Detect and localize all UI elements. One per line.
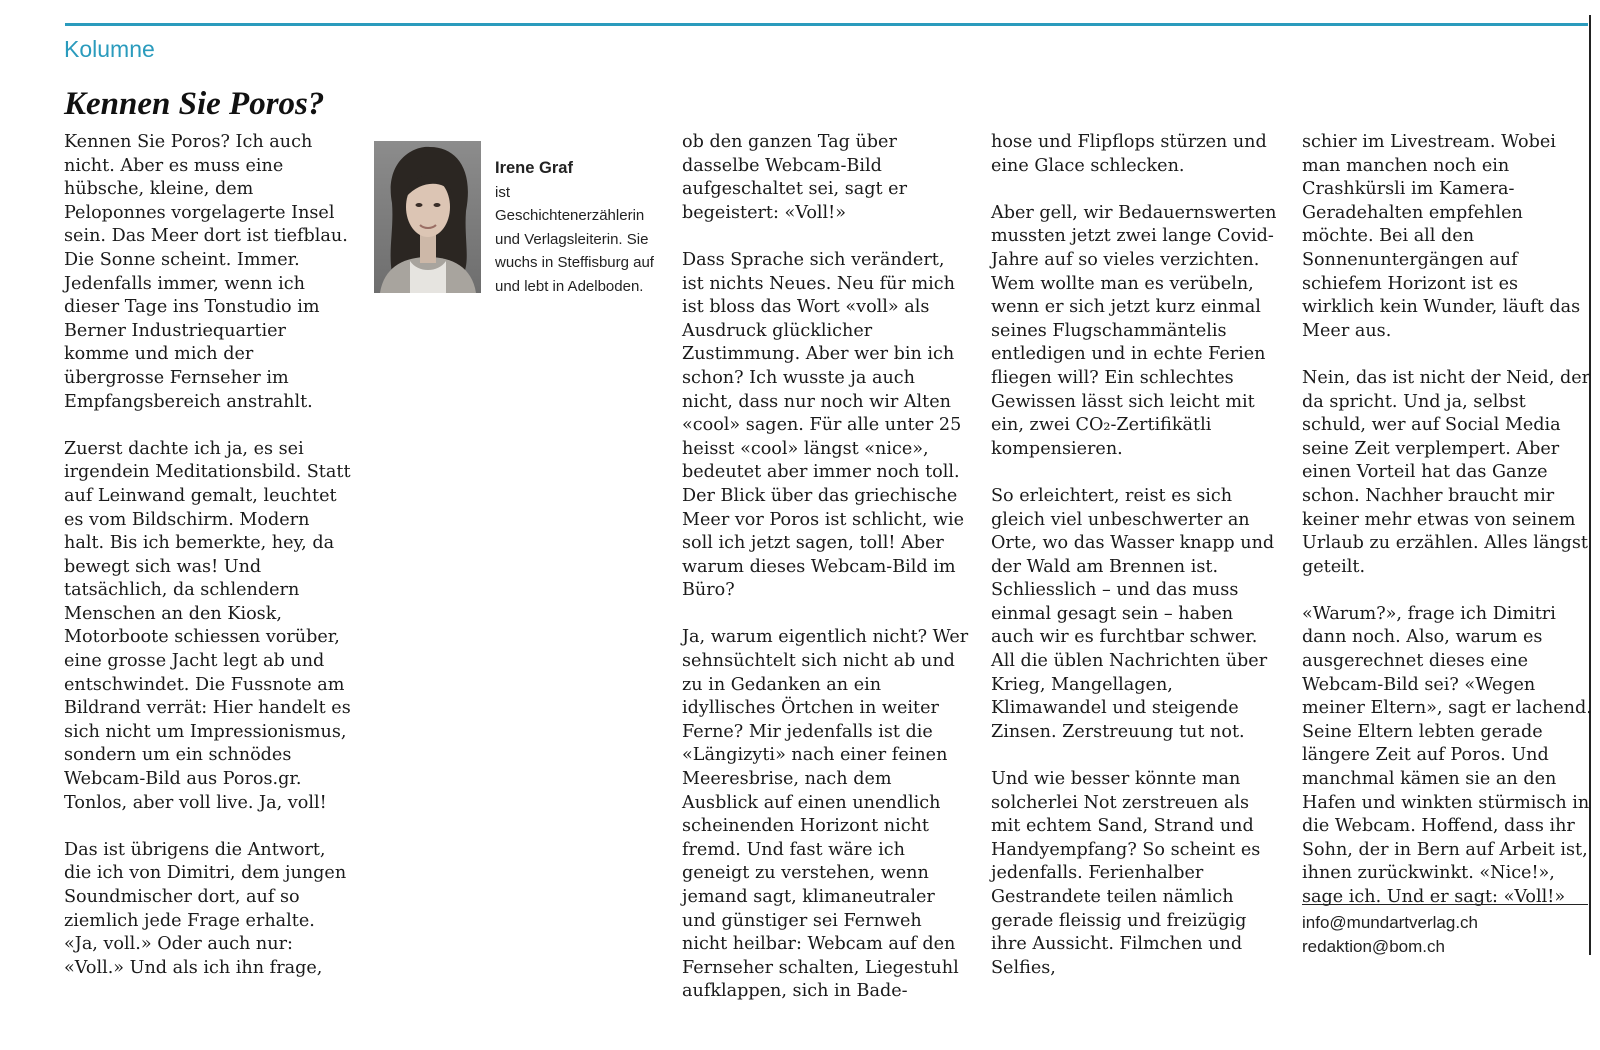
paragraph: Und wie besser könnte man solcherlei Not zerstreuen als mit echtem Sand, Strand und Handyempfang? So scheint es jedenfalls. Ferienhalber Gestrandete teilen nämlich gerade fleissig und freizügig ihre Aussicht. Filmchen und Selfies, xyxy=(991,769,1261,978)
bio-line: ist xyxy=(495,183,510,201)
paragraph: So erleichtert, reist es sich gleich viel unbeschwerter an Orte, wo das Wasser knapp und der Wald am Brennen ist. Schliesslich – und das muss einmal gesagt sein – haben auch wir es furchtbar schwer. All die üblen Nachrichten über Krieg, Mangellagen, Klimawandel und steigende Zinsen. Zerstreuung tut not. xyxy=(991,485,1275,742)
bio-line: Geschichtenerzählerin xyxy=(495,207,645,224)
email-link-redaktion[interactable]: redaktion@bom.ch xyxy=(1302,937,1445,956)
paragraph: Dass Sprache sich verändert, ist nichts Neues. Neu für mich ist bloss das Wort «voll» als Ausdruck glücklicher Zustimmung. Aber wer bin ich schon? Ich wusste ja auch nicht, dass nur noch wir Alten «cool» sagen. Für alle unter 25 heisst «cool» längst «nice», bedeutet aber immer noch toll. Der Blick über das griechische Meer vor Poros ist schlicht, wie soll ich jetzt sagen, toll! Aber warum dieses Webcam-Bild im Büro? xyxy=(682,249,965,601)
paragraph: Das ist übrigens die Antwort, die ich von Dimitri, dem jungen Soundmischer dort, auf so ziemlich jede Frage erhalte. «Ja, voll.» Oder auch nur: «Voll.» Und als ich ihn frage, xyxy=(64,839,347,978)
bio-line: und lebt in Adelboden. xyxy=(495,277,644,295)
paragraph: hose und Flipflops stürzen und eine Glace schlecken. xyxy=(991,132,1267,176)
paragraph: Aber gell, wir Bedauernswerten mussten jetzt zwei lange Covid-Jahre auf so vieles verzichten. Wem wollte man es verübeln, wenn er sich jetzt kurz einmal seines Flugschammäntelis entledigen und in echte Ferien fliegen will? Ein schlechtes Gewissen lässt sich leicht mit ein, zwei CO₂-Zertifikätli kompensieren. xyxy=(991,202,1277,459)
paragraph: ob den ganzen Tag über dasselbe Webcam-Bild aufgeschaltet sei, sagt er begeistert: «Voll!» xyxy=(682,132,907,223)
paragraph: «Warum?», frage ich Dimitri dann noch. Also, warum es ausgerechnet dieses eine Webcam-Bild sei? «Wegen meiner Eltern», sagt er lachend. Seine Eltern lebten gerade längere Zeit auf Poros. Und manchmal kämen sie an den Hafen und winkten stürmisch in die Webcam. Hoffend, dass ihr Sohn, der in Bern auf Arbeit ist, ihnen zurückwinkt. «Nice!», sage ich. Und er sagt: «Voll!» xyxy=(1302,603,1592,907)
column-1 xyxy=(64,131,354,1004)
bio-line: und Verlagsleiterin. Sie xyxy=(495,230,649,248)
column-3 xyxy=(682,131,970,1028)
paragraph: schier im Livestream. Wobei man manchen noch ein Crashkürsli im Kamera-Geradehalten empfehlen möchte. Bei all den Sonnenuntergängen auf schiefem Horizont ist es wirklich kein Wunder, läuft das Meer aus. xyxy=(1302,132,1581,341)
author-name: Irene Graf xyxy=(495,159,573,177)
paragraph: Zuerst dachte ich ja, es sei irgendein Meditationsbild. Statt auf Leinwand gemalt, leuchtet es vom Bildschirm. Modern halt. Bis ich bemerkte, hey, da bewegt sich was! Und tatsächlich, da schlendern Menschen an den Kiosk, Motorboote schiessen vorüber, eine grosse Jacht legt ab und entschwindet. Die Fussnote am Bildrand verrät: Hier handelt es sich nicht um Impressionismus, sondern um ein schnödes Webcam-Bild aus Poros.gr. Tonlos, aber voll live. Ja, voll! xyxy=(64,438,351,813)
paragraph: Nein, das ist nicht der Neid, der da spricht. Und ja, selbst schuld, wer auf Social Media seine Zeit verplempert. Aber einen Vorteil hat das Ganze schon. Nachher braucht mir keiner mehr etwas von seinem Urlaub zu erzählen. Alles längst geteilt. xyxy=(1302,367,1591,577)
author-portrait xyxy=(374,141,481,293)
paragraph: Kennen Sie Poros? Ich auch nicht. Aber es muss eine hübsche, kleine, dem Peloponnes vorgelagerte Insel sein. Das Meer dort ist tiefblau. Die Sonne scheint. Immer. Jedenfalls immer, wenn ich dieser Tage ins Tonstudio im Berner Industriequartier komme und mich der übergrosse Fernseher im Empfangsbereich anstrahlt. xyxy=(64,132,348,412)
section-label: Kolumne xyxy=(64,36,155,62)
email-link-mundartverlag[interactable]: info@mundartverlag.ch xyxy=(1302,913,1479,932)
column-4 xyxy=(991,131,1281,1004)
article-headline: Kennen Sie Poros? xyxy=(64,86,325,122)
author-bio xyxy=(495,157,665,298)
bio-line: wuchs in Steffisburg auf xyxy=(495,254,654,271)
top-rule xyxy=(65,23,1588,26)
paragraph: Ja, warum eigentlich nicht? Wer sehnsüchtelt sich nicht ab und zu in Gedanken an ein idyllisches Örtchen in weiter Ferne? Mir jedenfalls ist die «Längizyti» nach einer feinen Meeresbrise, nach dem Ausblick auf einen unendlich scheinenden Horizont nicht fremd. Und fast wäre ich geneigt zu verstehen, wenn jemand sagt, klimaneutraler und günstiger sei Fernweh nicht heilbar: Webcam auf den Fernseher schalten, Liegestuhl aufklappen, sich in Bade- xyxy=(682,627,969,1002)
column-5 xyxy=(1302,131,1592,933)
contact-info xyxy=(1302,904,1588,959)
